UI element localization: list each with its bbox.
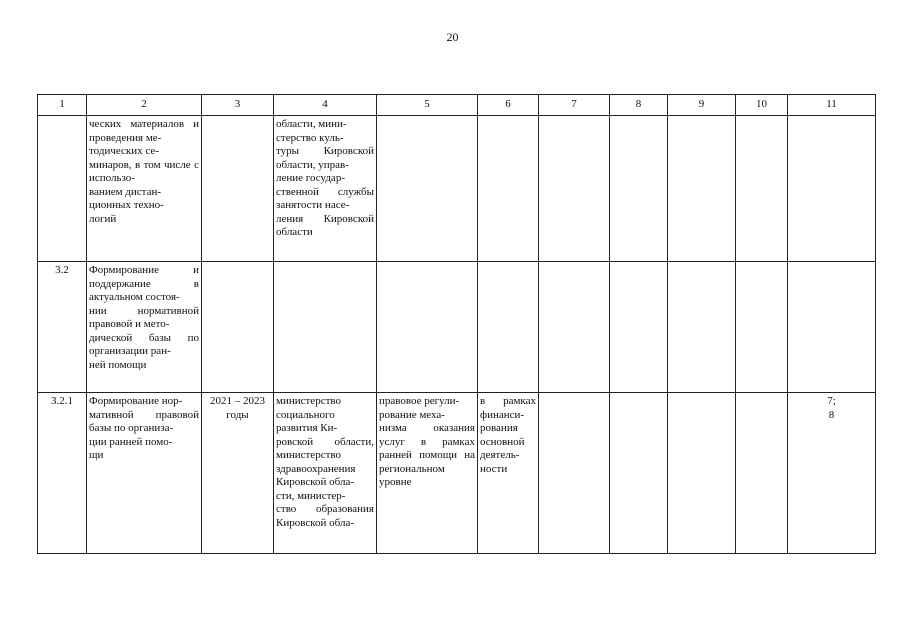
activity-name-cell: Формирование и поддержание в актуальном состоя- нии нормативной правовой и мето- дической базы по организации ран- ней помощи (87, 262, 202, 393)
table-row (38, 262, 876, 393)
column-header-11: 11 (788, 95, 876, 116)
column-header-1: 1 (38, 95, 87, 116)
column-header-10: 10 (736, 95, 788, 116)
table-cell (668, 116, 736, 262)
item-number-cell: 3.2.1 (38, 393, 87, 554)
period-cell: 2021 – 2023 годы (202, 393, 274, 554)
period-cell (202, 262, 274, 393)
activity-plan-table (37, 94, 876, 554)
table-row (38, 116, 876, 262)
indicator-cell (788, 262, 876, 393)
activity-name-cell: ческих материалов и проведения ме- тодических се- минаров, в том числе с использо- ванием дистан- ционных техно- логий (87, 116, 202, 262)
table-cell (736, 116, 788, 262)
funding-cell (478, 262, 539, 393)
executor-cell (274, 262, 377, 393)
column-header-4: 4 (274, 95, 377, 116)
table-cell (736, 393, 788, 554)
period-cell (202, 116, 274, 262)
table-cell (539, 262, 610, 393)
page-number: 20 (446, 30, 459, 44)
executor-cell: министерство социального развития Ки- ровской области, министерство здравоохранения Кировской обла- сти, министер- ство образования Кировской обла- (274, 393, 377, 554)
column-number-row (38, 95, 876, 116)
table-cell (736, 262, 788, 393)
table-cell (539, 116, 610, 262)
expected-result-cell (377, 262, 478, 393)
table-cell (610, 393, 668, 554)
column-header-9: 9 (668, 95, 736, 116)
table-cell (610, 116, 668, 262)
expected-result-cell: правовое регули- рование меха- низма оказания услуг в рамках ранней помощи на региональном уровне (377, 393, 478, 554)
activity-name-cell: Формирование нор- мативной правовой базы по организа- ции ранней помо- щи (87, 393, 202, 554)
funding-cell (478, 116, 539, 262)
indicator-cell: 7; 8 (788, 393, 876, 554)
column-header-3: 3 (202, 95, 274, 116)
table-cell (668, 393, 736, 554)
executor-cell: области, мини- стерство куль- туры Кировской области, управ- ление государ- ственной службы занятости насе- ления Кировской области (274, 116, 377, 262)
item-number-cell: 3.2 (38, 262, 87, 393)
column-header-6: 6 (478, 95, 539, 116)
table-cell (539, 393, 610, 554)
column-header-7: 7 (539, 95, 610, 116)
item-number-cell (38, 116, 87, 262)
table-row (38, 393, 876, 554)
column-header-8: 8 (610, 95, 668, 116)
table-cell (610, 262, 668, 393)
indicator-cell (788, 116, 876, 262)
column-header-2: 2 (87, 95, 202, 116)
expected-result-cell (377, 116, 478, 262)
table-cell (668, 262, 736, 393)
funding-cell: в рамках финанси- рования основной деятель- ности (478, 393, 539, 554)
column-header-5: 5 (377, 95, 478, 116)
